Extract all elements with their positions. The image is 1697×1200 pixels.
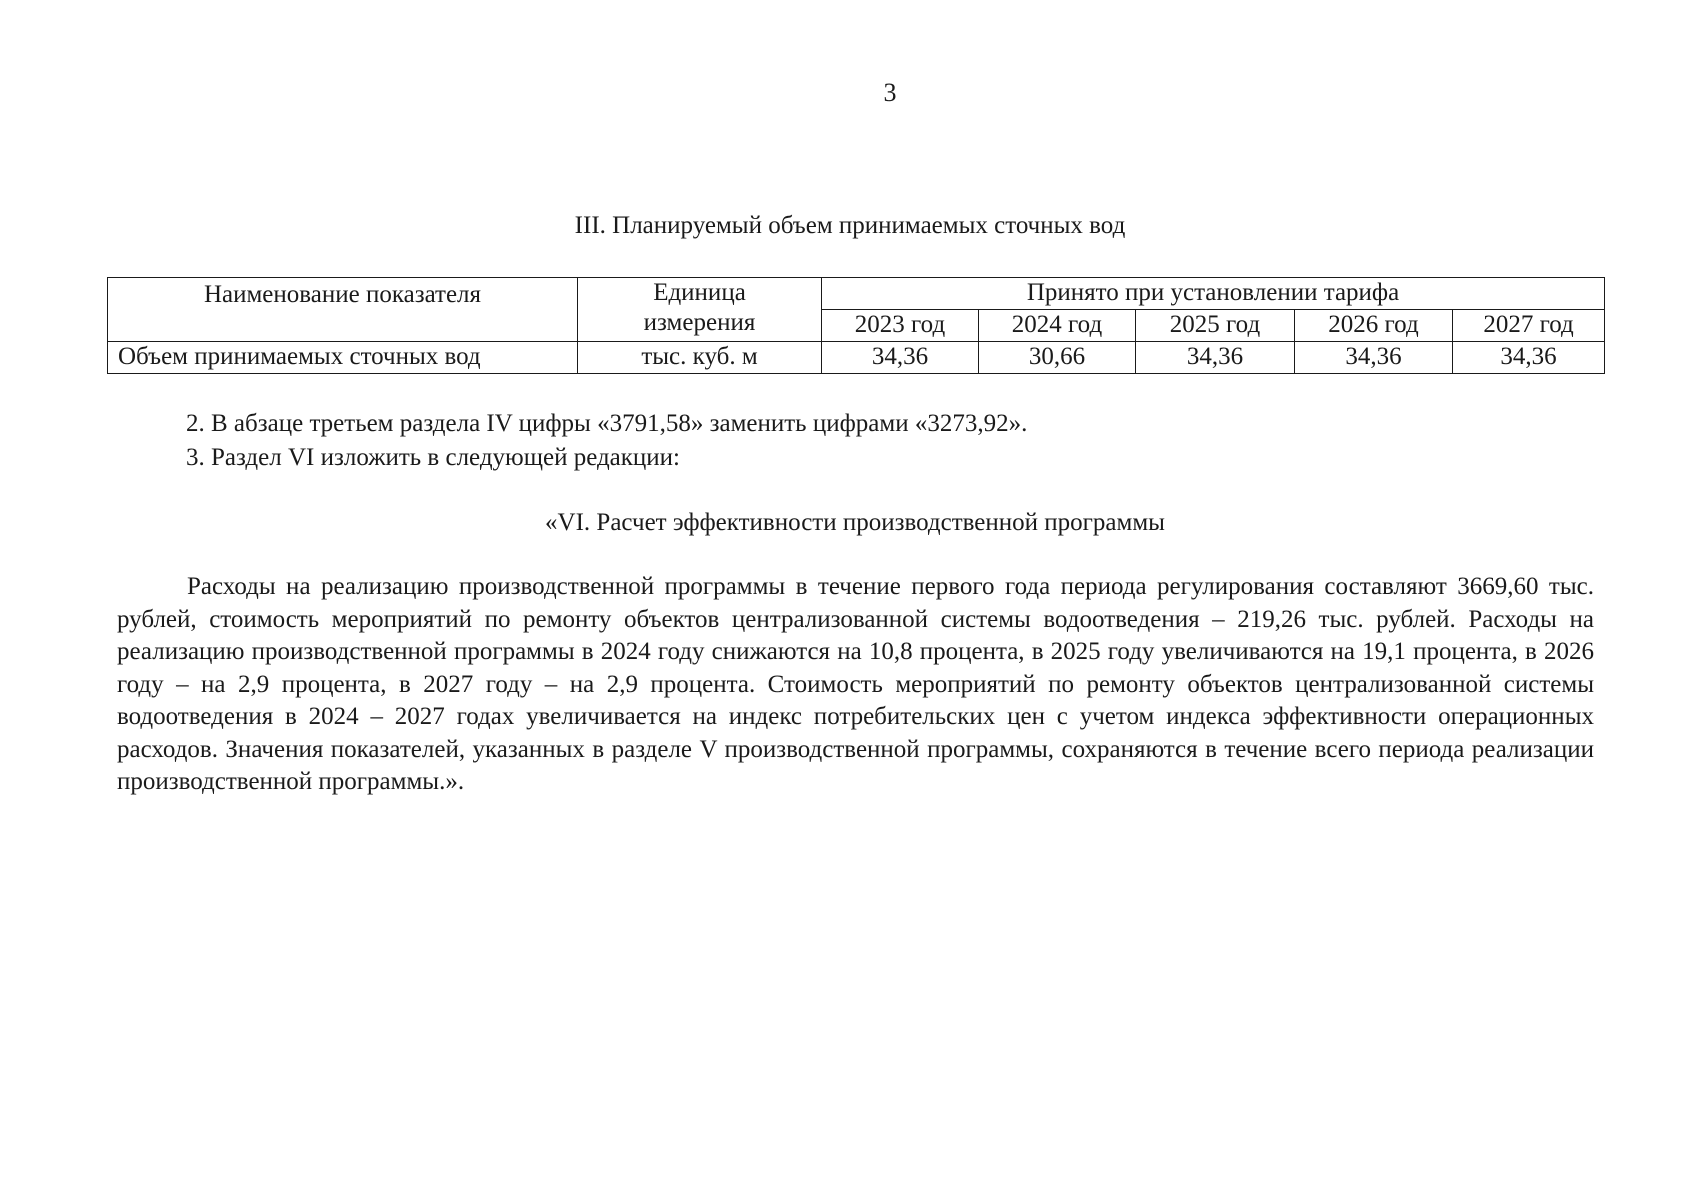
header-unit xyxy=(578,278,822,342)
amendment-item-3: 3. Раздел VI изложить в следующей редакции: xyxy=(186,444,681,471)
header-year: 2027 год xyxy=(1453,310,1605,342)
row-value: 34,36 xyxy=(1295,342,1453,374)
row-value: 34,36 xyxy=(822,342,979,374)
section-title: III. Планируемый объем принимаемых сточных вод xyxy=(574,212,1126,239)
row-value: 34,36 xyxy=(1453,342,1605,374)
row-indicator-name: Объем принимаемых сточных вод xyxy=(108,342,578,374)
header-unit-line1: Единица xyxy=(653,279,746,306)
header-unit-line2: измерения xyxy=(643,309,756,336)
header-tariff-group: Принято при установлении тарифа xyxy=(822,278,1605,310)
header-year: 2026 год xyxy=(1295,310,1453,342)
table-row xyxy=(108,342,1605,374)
header-year: 2023 год xyxy=(822,310,979,342)
header-year: 2024 год xyxy=(979,310,1136,342)
header-year: 2025 год xyxy=(1136,310,1295,342)
row-value: 30,66 xyxy=(979,342,1136,374)
body-paragraph: Расходы на реализацию производственной программы в течение первого года периода регулирования составляют 3669,60 тыс. рублей, стоимость мероприятий по ремонту объектов централизованной системы водоотведения – 219,26 тыс. рублей. Расходы на реализацию производственной программы в 2024 году снижаются на 10,8 процента, в 2025 году увеличиваются на 19,1 процента, в 2026 году – на 2,9 процента, в 2027 году – на 2,9 процента. Стоимость мероприятий по ремонту объектов централизованной системы водоотведения в 2024 – 2027 годах увеличивается на индекс потребительских цен с учетом индекса эффективности операционных расходов. Значения показателей, указанных в разделе V производственной программы, сохраняются в течение всего периода реализации производственной программы.». xyxy=(117,573,1594,795)
row-value: 34,36 xyxy=(1136,342,1295,374)
row-unit: тыс. куб. м xyxy=(578,342,822,374)
table-header-row xyxy=(108,278,1605,310)
header-indicator-name: Наименование показателя xyxy=(108,278,578,342)
volume-table xyxy=(107,277,1605,374)
subsection-title: «VI. Расчет эффективности производственной программы xyxy=(545,509,1165,536)
amendment-item-2: 2. В абзаце третьем раздела IV цифры «3791,58» заменить цифрами «3273,92». xyxy=(186,410,1028,437)
page-number: 3 xyxy=(883,78,897,107)
